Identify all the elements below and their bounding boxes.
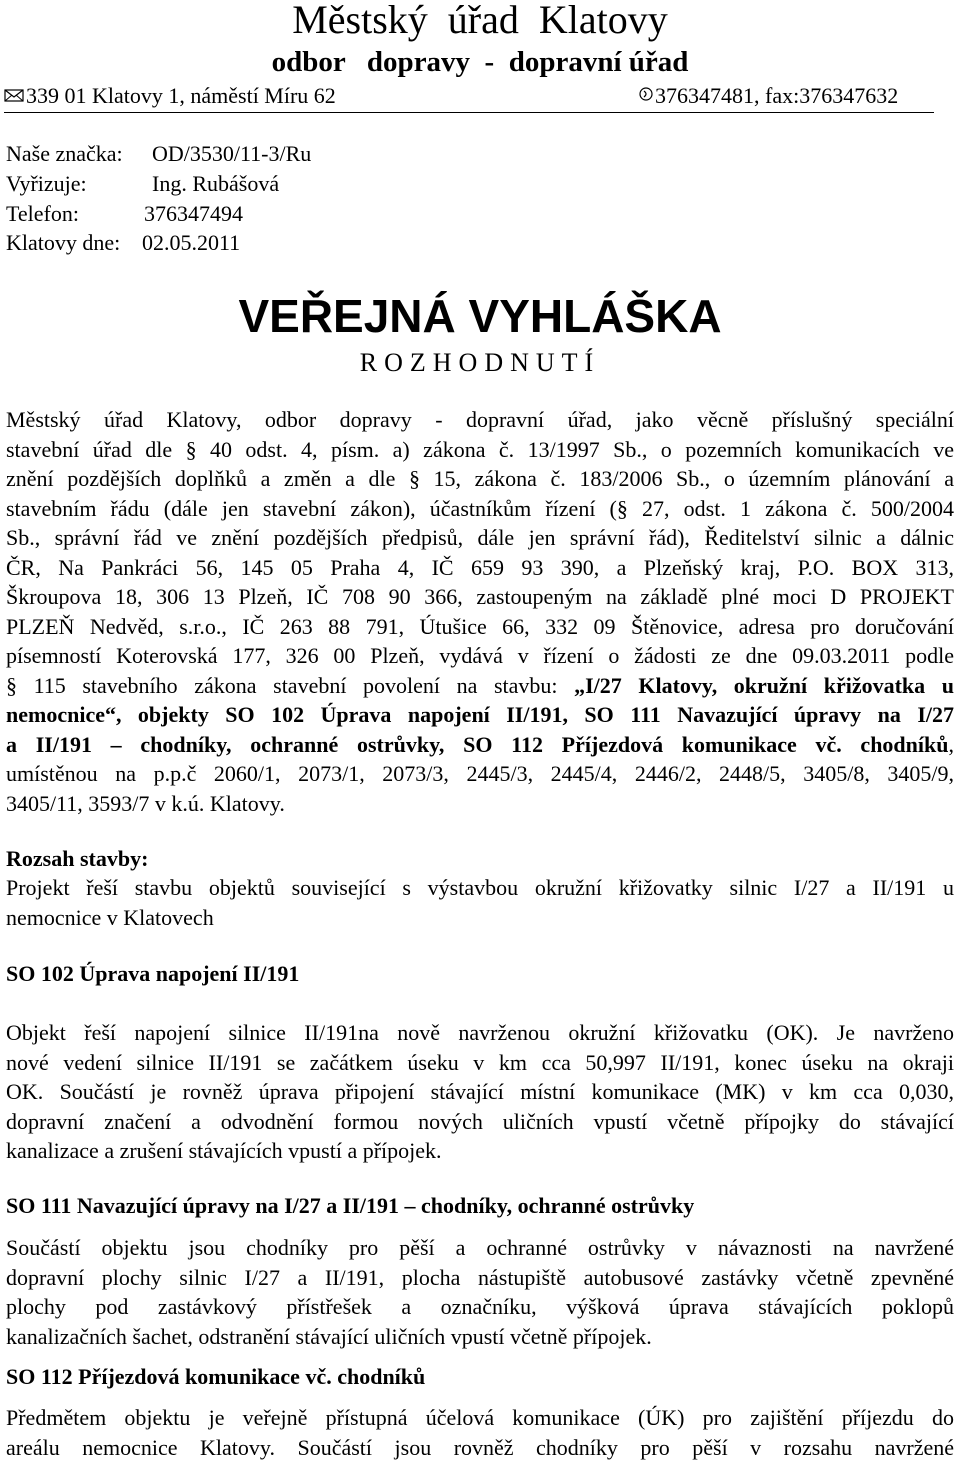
decision-line: Škroupova 18, 306 13 Plzeň, IČ 708 90 366, zastoupeným na základě plné moci D PROJEKT (6, 582, 954, 612)
datum-value: 02.05.2011 (142, 230, 240, 255)
so111-line: kanalizačních šachet, odstranění stávající uličních vpustí včetně přípojek. (6, 1322, 954, 1352)
znacka-value: OD/3530/11-3/Ru (152, 141, 311, 166)
so111-heading: SO 111 Navazující úpravy na I/27 a II/191 – chodníky, ochranné ostrůvky (6, 1192, 694, 1220)
address-line (4, 82, 934, 113)
datum-label: Klatovy dne: (6, 229, 142, 257)
decision-paragraph (6, 405, 954, 818)
so102-line: Objekt řeší napojení silnice II/191na nově navrženou okružní křižovatku (OK). Je navrženo (6, 1018, 954, 1048)
envelope-icon (4, 82, 24, 110)
rozsah-heading: Rozsah stavby: (6, 845, 148, 873)
so112-paragraph (6, 1403, 954, 1462)
meta-telefon (6, 200, 243, 228)
decision-line: ČR, Na Pankráci 56, 145 05 Praha 4, IČ 659 93 390, a Plzeňský kraj, P.O. BOX 313, (6, 553, 954, 583)
so111-paragraph (6, 1233, 954, 1351)
so111-line: plochy pod zastávkový přístřešek a označníku, výšková úprava stávajících poklopů (6, 1292, 954, 1322)
office-subtitle: odbor dopravy - dopravní úřad (0, 45, 960, 79)
vyrizuje-value: Ing. Rubášová (152, 171, 279, 196)
project-objects: nemocnice“, objekty SO 102 Úprava napojení II/191, SO 111 Navazující úpravy na I/27 (6, 702, 954, 727)
phone-text: 376347481, fax:376347632 (655, 82, 898, 110)
so102-paragraph (6, 1018, 954, 1166)
vyrizuje-label: Vyřizuje: (6, 170, 152, 198)
address-text: 339 01 Klatovy 1, náměstí Míru 62 (26, 82, 336, 110)
rozsah-paragraph (6, 873, 954, 932)
telefon-value: 376347494 (144, 201, 243, 226)
public-notice-heading: VEŘEJNÁ VYHLÁŠKA (0, 290, 960, 342)
project-name: „I/27 Klatovy, okružní křižovatka u (574, 673, 954, 698)
so102-line: nové vedení silnice II/191 se začátkem úseku v km cca 50,997 II/191, konec úseku na okraji (6, 1048, 954, 1078)
meta-znacka (6, 140, 311, 168)
phone-icon (639, 82, 653, 110)
project-objects: a II/191 – chodníky, ochranné ostrůvky, SO 112 Příjezdová komunikace vč. chodníků (6, 732, 949, 757)
decision-heading: ROZHODNUTÍ (0, 348, 960, 378)
office-title: Městský úřad Klatovy (0, 0, 960, 44)
decision-line: Sb., správní řád ve znění pozdějších předpisů, dále jen správní řád), Ředitelství silnic a dálnic (6, 523, 954, 553)
telefon-label: Telefon: (6, 200, 144, 228)
so102-line: kanalizace a zrušení stávajících vpustí a přípojek. (6, 1136, 954, 1166)
decision-line: písemností Koterovská 177, 326 00 Plzeň, vydává v řízení o žádosti ze dne 09.03.2011 podle (6, 641, 954, 671)
decision-line: Městský úřad Klatovy, odbor dopravy - dopravní úřad, jako věcně příslušný speciální (6, 405, 954, 435)
decision-line: stavebním řádu (dále jen stavební zákon), účastníkům řízení (§ 27, odst. 1 zákona č. 500/2004 (6, 494, 954, 524)
so102-line: OK. Součástí je rovněž úprava připojení stávající místní komunikace (MK) v km cca 0,030, (6, 1077, 954, 1107)
postal-address (4, 82, 336, 110)
decision-line: stavební úřad dle § 40 odst. 4, písm. a) zákona č. 13/1997 Sb., o pozemních komunikacích ve (6, 435, 954, 465)
decision-line: znění pozdějších doplňků a změn a dle § 15, zákona č. 183/2006 Sb., o územním plánování a (6, 464, 954, 494)
so111-line: dopravní plochy silnic I/27 a II/191, plocha nástupiště autobusové zastávky včetně zpevněné (6, 1263, 954, 1293)
decision-line (6, 671, 954, 701)
decision-line (6, 730, 954, 760)
decision-line: umístěnou na p.p.č 2060/1, 2073/1, 2073/3, 2445/3, 2445/4, 2446/2, 2448/5, 3405/8, 3405/9, (6, 759, 954, 789)
decision-line-part: § 115 stavebního zákona stavební povolení na stavbu: (6, 673, 574, 698)
rozsah-line: nemocnice v Klatovech (6, 903, 954, 933)
meta-vyrizuje (6, 170, 279, 198)
so112-line: Předmětem objektu je veřejně přístupná účelová komunikace (ÚK) pro zajištění příjezdu do (6, 1403, 954, 1433)
decision-line: PLZEŇ Nedvěd, s.r.o., IČ 263 88 791, Útušice 66, 332 09 Štěnovice, adresa pro doručování (6, 612, 954, 642)
so111-line: Součástí objektu jsou chodníky pro pěší a ochranné ostrůvky v návaznosti na navržené (6, 1233, 954, 1263)
rozsah-line: Projekt řeší stavbu objektů související s výstavbou okružní křižovatky silnic I/27 a II/191 u (6, 873, 954, 903)
so112-line: areálu nemocnice Klatovy. Součástí jsou rovněž chodníky pro pěší v rozsahu navržené (6, 1433, 954, 1462)
so102-line: dopravní značení a odvodnění formou nových uličních vpustí včetně přípojky do stávající (6, 1107, 954, 1137)
so102-heading: SO 102 Úprava napojení II/191 (6, 960, 299, 988)
meta-datum (6, 229, 240, 257)
decision-line: 3405/11, 3593/7 v k.ú. Klatovy. (6, 789, 954, 819)
decision-line-part: , (949, 732, 955, 757)
znacka-label: Naše značka: (6, 140, 152, 168)
so112-heading: SO 112 Příjezdová komunikace vč. chodníků (6, 1363, 425, 1391)
decision-line (6, 700, 954, 730)
phone-fax (639, 82, 898, 110)
